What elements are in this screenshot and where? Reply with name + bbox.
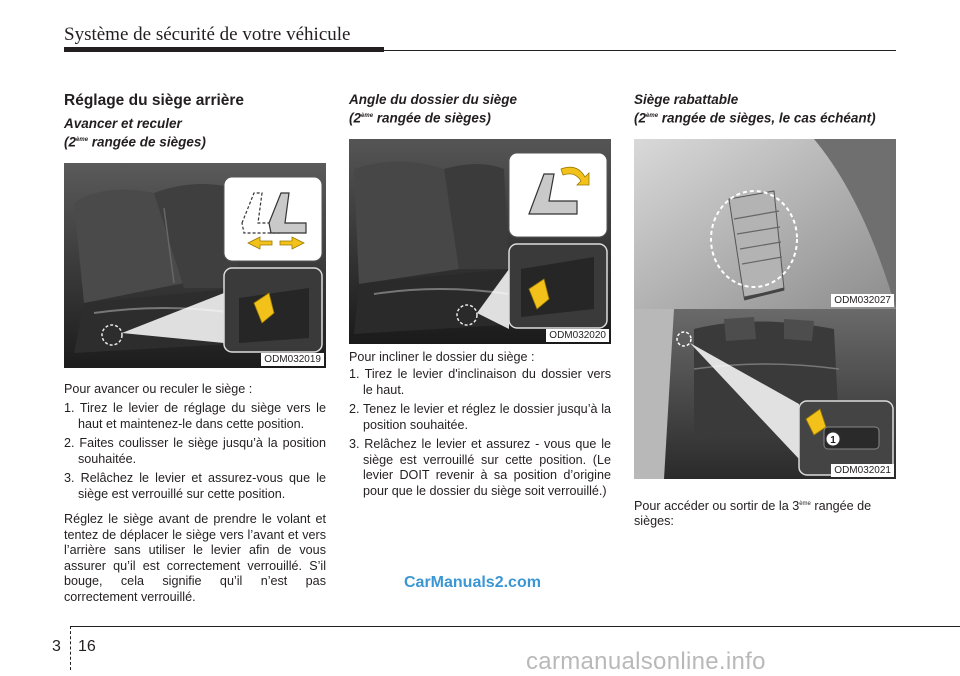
- header-rule-thin: [384, 50, 896, 51]
- folding-seat-illustration: [634, 309, 896, 479]
- step-item: 3. Relâchez le levier et assurez-vous que le siège est verrouillé sur cette position.: [64, 471, 326, 501]
- subsection-title-sup: ème: [646, 113, 659, 119]
- column-seat-slide: [64, 92, 326, 605]
- figure-seat-lever: [634, 309, 896, 479]
- safety-note: Réglez le siège avant de prendre le volant et tentez de déplacer le siège vers l’avant et vers l’arrière sans utiliser le levier afin de vous assurer qu’il est correctement verrouillé. S’il bouge, cela signifie qu’il n’est pas correctement verrouillé.: [64, 512, 326, 604]
- subsection-title-sup: ème: [76, 137, 89, 143]
- figure-seatback-angle: [349, 139, 611, 344]
- column-folding-seat: [634, 92, 896, 530]
- callout-number: 1: [830, 434, 836, 446]
- subsection-title-sup: ème: [361, 113, 374, 119]
- subsection-title-pre: (2: [634, 110, 647, 126]
- seatback-illustration: [349, 139, 611, 344]
- step-item: 2. Faites coulisser le siège jusqu’à la position souhaitée.: [64, 436, 326, 466]
- instructions-intro: Pour avancer ou reculer le siège :: [64, 381, 253, 396]
- seatbelt-illustration: [634, 139, 896, 309]
- subsection-title-pre: (2: [349, 110, 362, 126]
- subsection-title-post: rangée de sièges): [88, 134, 206, 150]
- subsection-title: [634, 92, 896, 127]
- section-title: Réglage du siège arrière: [64, 92, 245, 109]
- step-item: 2. Tenez le levier et réglez le dossier jusqu’à la position souhaitée.: [349, 402, 611, 432]
- subsection-title-line1: Angle du dossier du siège: [349, 92, 518, 107]
- instructions-intro: Pour incliner le dossier du siège :: [349, 349, 535, 364]
- figure-seat-slide: [64, 163, 326, 368]
- page-number-divider: [70, 626, 72, 670]
- figure-seatbelt-buckle: [634, 139, 896, 309]
- subsection-title-post: rangée de sièges, le cas échéant): [658, 110, 876, 126]
- page-number: 16: [78, 638, 96, 655]
- instruction-steps: [64, 401, 326, 502]
- column-seatback-angle: [349, 92, 611, 503]
- watermark-logo: CarManuals2.com: [404, 574, 541, 591]
- seat-slide-illustration: [64, 163, 326, 368]
- figure-code: ODM032027: [831, 294, 894, 307]
- subsection-title-pre: (2: [64, 134, 77, 150]
- step-item: 1. Tirez le levier d'inclinaison du dossier vers le haut.: [349, 367, 611, 397]
- instruction-steps: [349, 367, 611, 499]
- step-item: 1. Tirez le levier de réglage du siège vers le haut et maintenez-le dans cette position.: [64, 401, 326, 431]
- header-rule: [64, 47, 384, 52]
- page-header-title: Système de sécurité de votre véhicule: [64, 24, 351, 45]
- subsection-title-line1: Siège rabattable: [634, 92, 739, 107]
- subsection-title-post: rangée de sièges): [373, 110, 491, 126]
- subsection-title-line1: Avancer et reculer: [64, 116, 182, 131]
- step-item: 3. Relâchez le levier et assurez - vous que le siège est verrouillé sur cette position. (Le levier DOIT revenir à sa position d’origine pour que le dossier du siège soit verrouillé.): [349, 437, 611, 498]
- subsection-title: [349, 92, 611, 127]
- access-instruction: [634, 497, 896, 530]
- figure-code: ODM032020: [546, 329, 609, 342]
- figure-code: ODM032021: [831, 464, 894, 477]
- access-text-post: rangée de sièges:: [634, 498, 872, 529]
- site-watermark: carmanualsonline.info: [526, 648, 766, 675]
- access-text-sup: ème: [799, 500, 811, 507]
- figure-code: ODM032019: [261, 353, 324, 366]
- access-text-pre: Pour accéder ou sortir de la 3: [634, 498, 800, 513]
- subsection-title: [64, 116, 326, 151]
- section-number: 3: [52, 638, 61, 655]
- footer-rule: [70, 626, 960, 627]
